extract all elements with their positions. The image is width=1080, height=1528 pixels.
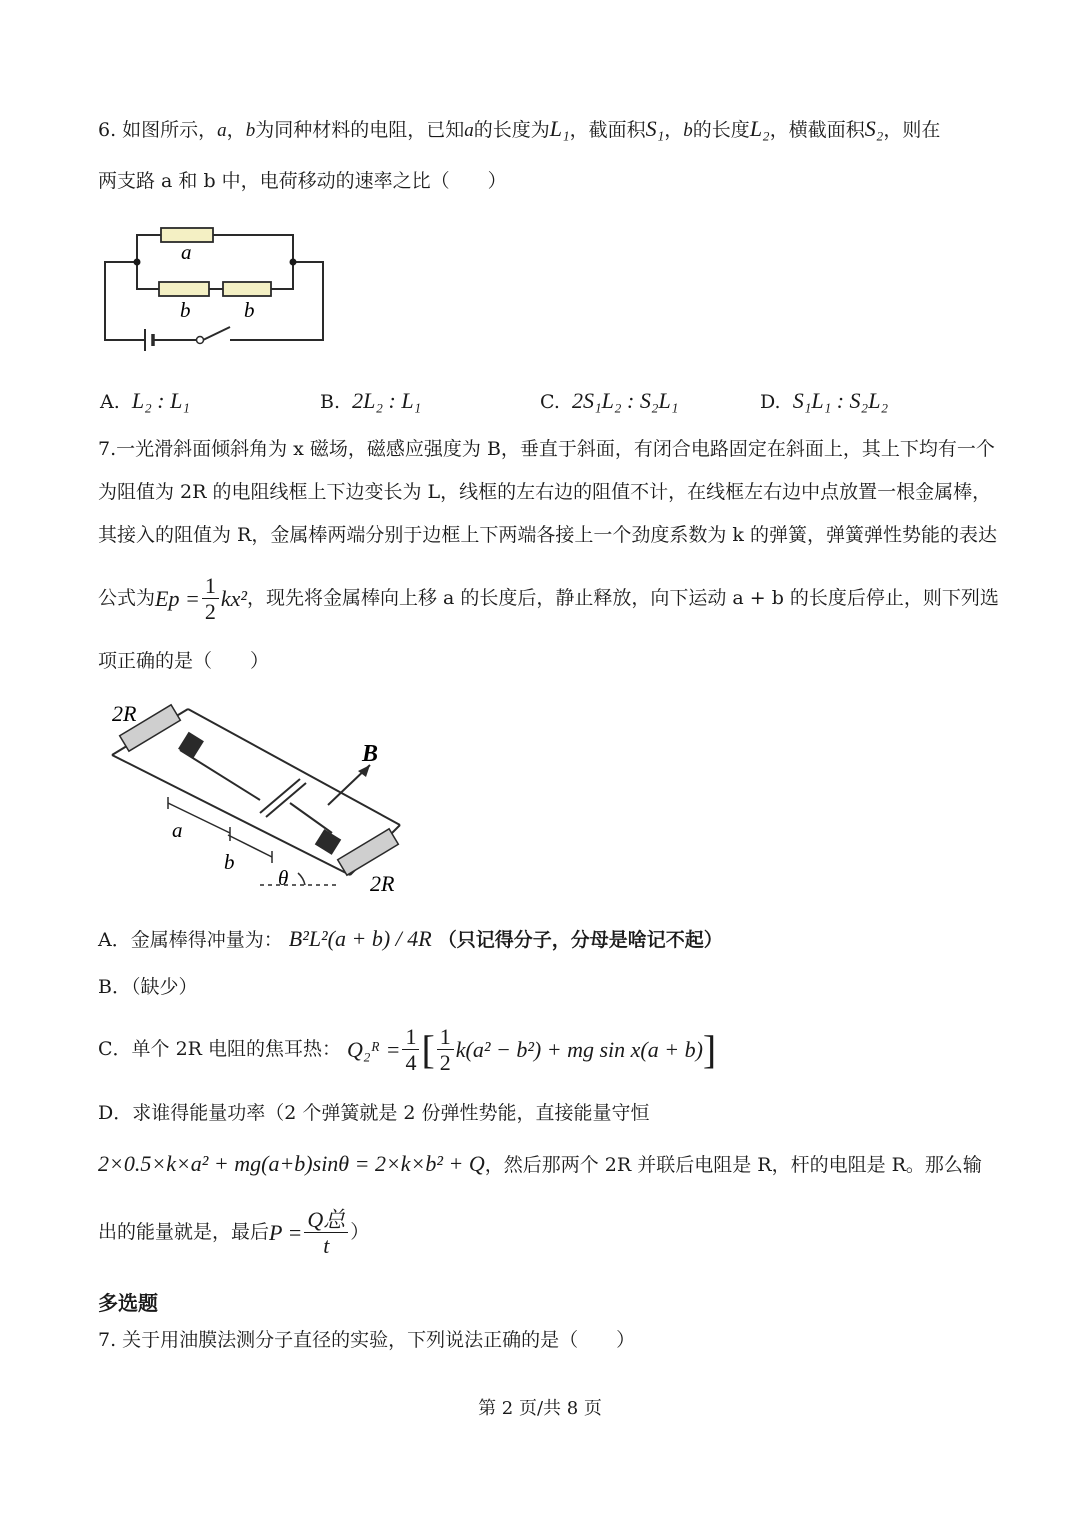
- label-b1: b: [180, 298, 191, 322]
- fraction-one-half-c: $\frac{1}{2}$: [437, 1025, 454, 1074]
- q7b-stem: 7. 关于用油膜法测分子直径的实验，下列说法正确的是（ ）: [98, 1329, 636, 1351]
- spring-top: [178, 732, 204, 758]
- left-bracket: [: [421, 1026, 435, 1072]
- right-bracket: ]: [702, 1026, 717, 1072]
- spring-bottom: [315, 829, 341, 855]
- label-b2: b: [244, 298, 255, 322]
- resistor-b2: [223, 282, 271, 296]
- q6-option-c: C. 2S₁L₂ : S₂L₁: [540, 388, 679, 413]
- q7-stem-line5: 项正确的是（ ）: [98, 650, 270, 672]
- q6-option-b: B. 2L₂ : L₁: [320, 388, 422, 413]
- resistor-b1: [159, 282, 209, 296]
- label-2r-top: 2R: [112, 701, 137, 726]
- page-footer: 第 2 页/共 8 页: [478, 1398, 602, 1419]
- q7-option-a: A．金属棒得冲量为： B²L²(a + b) / 4R （只记得分子，分母是啥记不起）: [98, 926, 723, 951]
- q7-option-d-line2: 2×0.5×k×a² + mg(a+b)sinθ = 2×k×b² + Q，然后那两个 2R 并联后电阻是 R，杆的电阻是 R。那么输: [98, 1151, 982, 1176]
- q6-circuit-figure: [95, 215, 335, 355]
- q7-incline-figure: [100, 695, 420, 900]
- q7-option-d-line3: 出的能量就是，最后 P = $\frac{\text{Q总}}{t}$ ）: [98, 1207, 370, 1259]
- fraction-one-quarter: $\frac{1}{4}$: [402, 1025, 419, 1074]
- q7-stem-line1: 7.一光滑斜面倾斜角为 x 磁场，磁感应强度为 B，垂直于斜面，有闭合电路固定在斜面上，其上下均有一个: [98, 438, 995, 460]
- q6-option-a: A. L₂ : L₁: [100, 388, 190, 413]
- label-theta: θ: [278, 866, 289, 890]
- junction-dot-right: [290, 259, 297, 266]
- label-b-field: B: [362, 741, 379, 767]
- q7-option-c: C．单个 2R 电阻的焦耳热： Q₂ᴿ = $\frac{1}{4}$ [ $\frac{1}{2}$ k(a² − b²) + mg sin x(a + b) ]: [98, 1024, 717, 1076]
- fraction-one-half: $\frac{1}{2}$: [202, 574, 219, 623]
- resistor-bottom: [338, 829, 399, 875]
- fraction-q-over-t: $\frac{\text{Q总}}{t}$: [304, 1208, 348, 1257]
- q6-stem-line2: 两支路 a 和 b 中，电荷移动的速率之比（ ）: [98, 170, 507, 192]
- q6-option-d: D. S₁L₁ : S₂L₂: [760, 388, 889, 413]
- label-a: a: [181, 240, 192, 264]
- junction-dot-left: [134, 259, 141, 266]
- q7-stem-line2: 为阻值为 2R 的电阻线框上下边变长为 L，线框的左右边的阻值不计，在线框左右边中点放置一根金属棒，: [98, 481, 992, 503]
- q6-stem-line1: 6. 如图所示，a，b为同种材料的电阻，已知a的长度为L₁，截面积S₁，b的长度L₂，横截面积S₂，则在: [98, 116, 941, 141]
- q7-option-b: B．（缺少）: [98, 976, 198, 998]
- label-a-dim: a: [172, 818, 183, 842]
- q7-option-d-line1: D．求谁得能量功率（2 个弹簧就是 2 份弹性势能，直接能量守恒: [98, 1102, 650, 1124]
- label-2r-bottom: 2R: [370, 871, 395, 896]
- label-b-dim: b: [224, 850, 235, 874]
- q7-stem-line4: 公式为 Ep = $\frac{1}{2}$ kx² ，现先将金属棒向上移 a 的长度后，静止释放，向下运动 a + b 的长度后停止，则下列选: [98, 573, 999, 625]
- section-title: 多选题: [98, 1291, 158, 1315]
- q7-stem-line3: 其接入的阻值为 R，金属棒两端分别于边框上下两端各接上一个劲度系数为 k 的弹簧，弹簧弹性势能的表达: [98, 524, 997, 546]
